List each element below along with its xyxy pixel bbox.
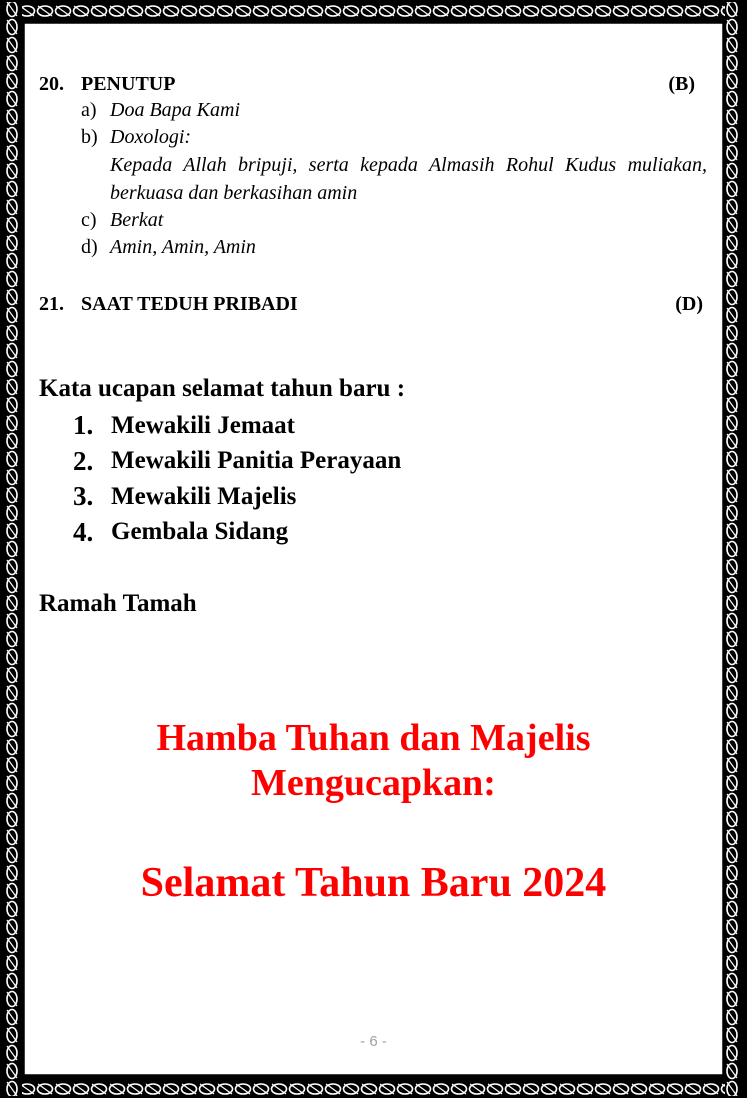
section-21-heading xyxy=(39,292,703,316)
section-20-items xyxy=(81,97,707,261)
list-item: 4. Gembala Sidang xyxy=(73,516,289,547)
list-item: 2. Mewakili Panitia Perayaan xyxy=(73,445,402,476)
greeting-message: Hamba Tuhan dan Majelis Mengucapkan: xyxy=(156,717,591,804)
section-20-title: PENUTUP xyxy=(81,73,176,95)
greetings-list xyxy=(73,408,401,550)
doxology-text: Kepada Allah bripuji, serta kepada Almasih Rohul Kudus muliakan, berkuasa dan berkasihan amin xyxy=(110,154,707,204)
list-item: 1. Mewakili Jemaat xyxy=(73,410,295,441)
section-21-title: SAAT TEDUH PRIBADI xyxy=(81,293,298,315)
ramah-tamah-heading: Ramah Tamah xyxy=(39,590,197,617)
greetings-heading: Kata ucapan selamat tahun baru : xyxy=(39,375,406,402)
list-item: a) Doa Bapa Kami xyxy=(81,99,240,121)
list-item: d) Amin, Amin, Amin xyxy=(81,236,256,258)
section-20-heading xyxy=(39,72,703,96)
new-year-greeting: Selamat Tahun Baru 2024 xyxy=(140,860,607,906)
list-item: 3. Mewakili Majelis xyxy=(73,481,297,512)
list-item: c) Berkat xyxy=(81,209,164,231)
section-20-code: (B) xyxy=(668,73,695,95)
section-21-code: (D) xyxy=(675,293,703,315)
section-21-number: 21. xyxy=(39,293,64,315)
list-item: b) Doxologi: Kepada Allah bripuji, serta kepada Almasih Rohul Kudus muliakan, berkuasa dan berkasihan amin xyxy=(81,124,707,207)
section-20-number: 20. xyxy=(39,73,64,95)
page-number: - 6 - xyxy=(360,1033,387,1050)
